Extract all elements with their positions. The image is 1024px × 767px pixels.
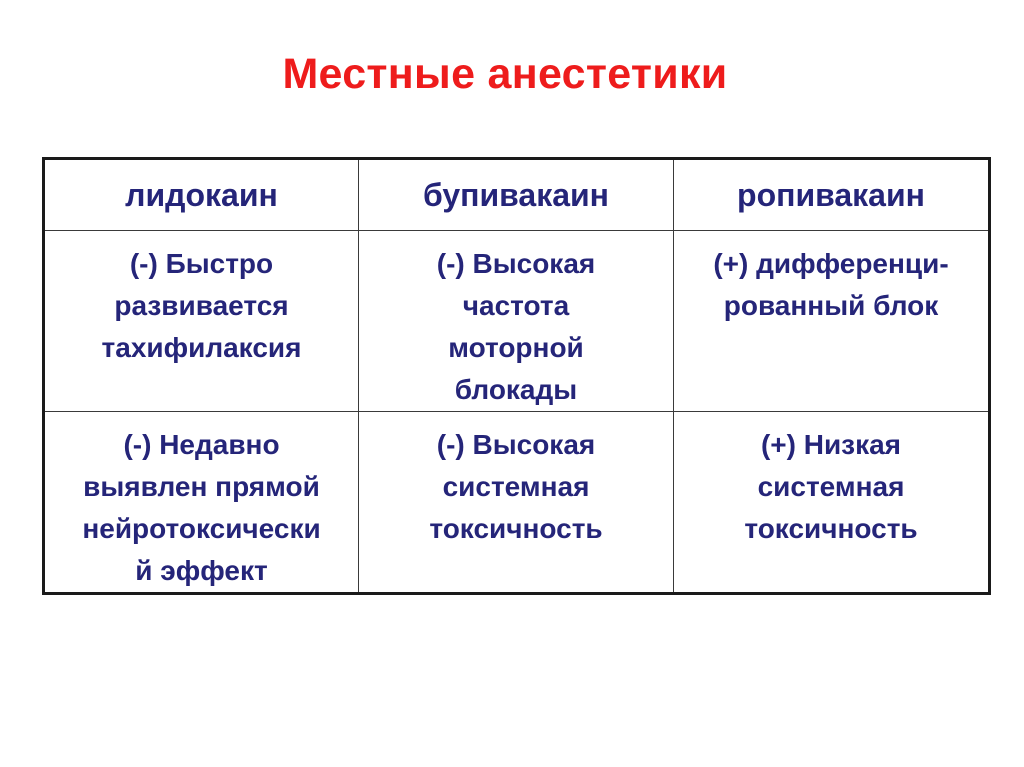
header-ropivacaine: ропивакаин [674, 159, 990, 231]
header-lidocaine: лидокаин [44, 159, 359, 231]
cell-text: (-) Недавно выявлен прямой нейротоксически й эффект [82, 429, 321, 586]
comparison-table [42, 157, 991, 595]
table-cell [359, 412, 674, 594]
cell-text: (+) Низкая системная токсичность [744, 429, 918, 544]
table-cell [44, 231, 359, 412]
table-cell [359, 231, 674, 412]
table-cell [674, 412, 990, 594]
cell-text: (+) дифференци- рованный блок [713, 248, 949, 321]
table-header-row [44, 159, 990, 231]
slide-title: Местные анестетики [282, 50, 728, 98]
table-cell [44, 412, 359, 594]
header-bupivacaine: бупивакаин [359, 159, 674, 231]
table-row [44, 231, 990, 412]
cell-text: (-) Быстро развивается тахифилаксия [101, 248, 302, 363]
cell-text: (-) Высокая системная токсичность [429, 429, 603, 544]
table-cell [674, 231, 990, 412]
table-row [44, 412, 990, 594]
cell-text: (-) Высокая частота моторной блокады [436, 248, 596, 405]
